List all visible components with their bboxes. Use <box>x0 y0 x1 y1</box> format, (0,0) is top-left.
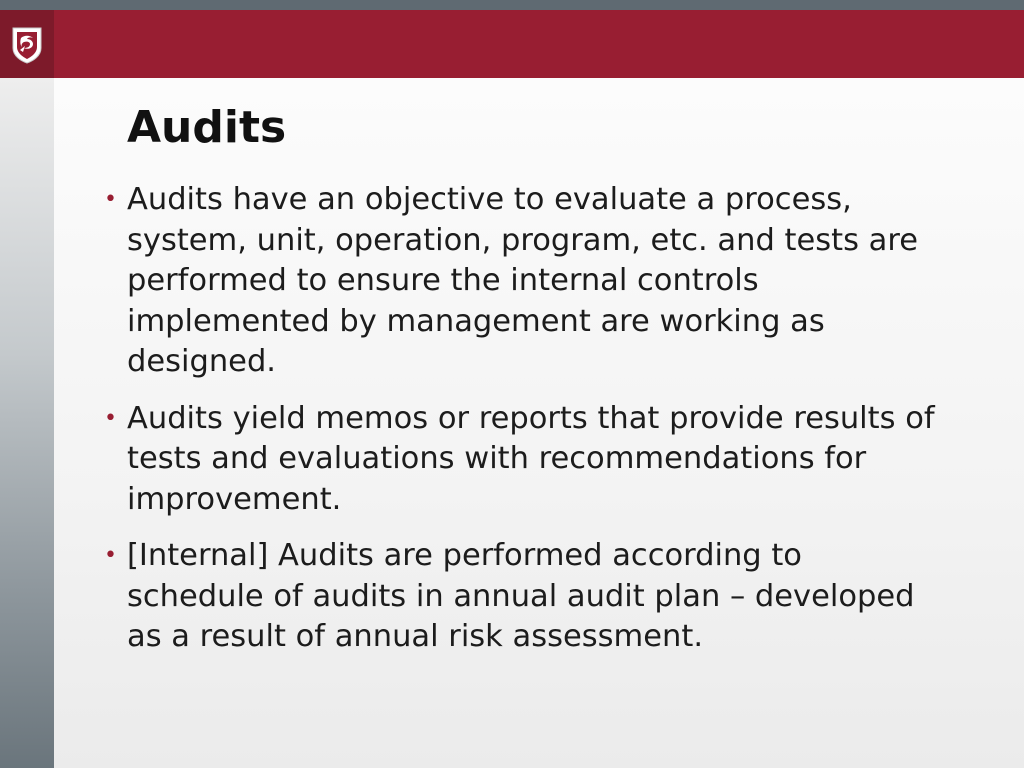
header-bar <box>0 10 1024 78</box>
top-accent-strip <box>0 0 1024 10</box>
bullet-text: Audits have an objective to evaluate a process, system, unit, operation, program, etc. and tests are performed to ensure the internal controls implemented by management are working as designed. <box>127 182 918 379</box>
left-gradient-rail <box>0 78 54 768</box>
bullet-list <box>104 180 944 674</box>
bullet-marker: • <box>104 405 117 431</box>
logo-block <box>0 10 54 78</box>
bullet-item <box>104 536 944 658</box>
wsu-cougar-shield-icon <box>11 26 43 64</box>
bullet-text: Audits yield memos or reports that provide results of tests and evaluations with recommendations for improvement. <box>127 400 935 517</box>
bullet-item <box>104 399 944 521</box>
bullet-text: [Internal] Audits are performed according to schedule of audits in annual audit plan – developed as a result of annual risk assessment. <box>127 538 915 654</box>
slide-title: Audits <box>127 102 287 153</box>
bullet-marker: • <box>104 543 117 568</box>
bullet-item <box>104 180 944 383</box>
bullet-marker: • <box>104 187 117 212</box>
